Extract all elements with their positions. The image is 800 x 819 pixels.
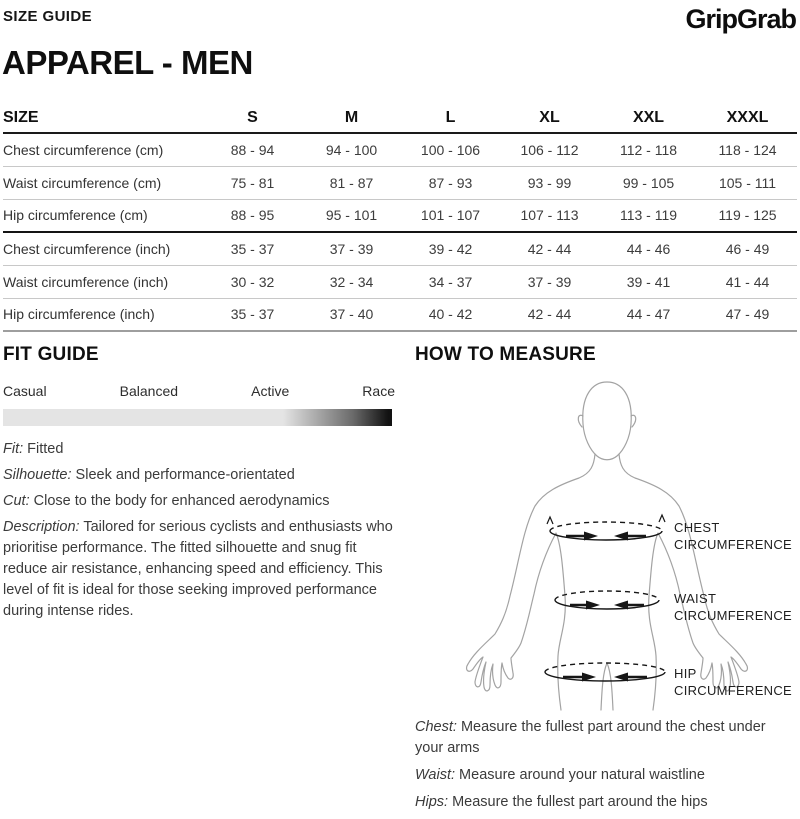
cut-value: Close to the body for enhanced aerodynamics xyxy=(29,493,330,509)
cell: 44 - 46 xyxy=(599,232,698,265)
chest-instruction-text: Measure the fullest part around the chest under your arms xyxy=(415,719,766,756)
cell: 34 - 37 xyxy=(401,265,500,298)
gripgrab-logo: GripGrab xyxy=(685,4,796,34)
row-label: Chest circumference (cm) xyxy=(3,133,203,166)
waist-instruction xyxy=(415,765,767,786)
how-to-measure-title: HOW TO MEASURE xyxy=(415,344,596,365)
cell: 35 - 37 xyxy=(203,298,302,331)
scale-label-active: Active xyxy=(251,383,290,399)
cut-term: Cut: xyxy=(3,493,30,509)
size-table xyxy=(3,103,797,332)
fit-line xyxy=(3,439,395,460)
cell: 75 - 81 xyxy=(203,166,302,199)
cell: 106 - 112 xyxy=(500,133,599,166)
col-l: L xyxy=(401,103,500,133)
waist-circumference-label: WAIST CIRCUMFERENCE xyxy=(674,591,793,623)
page-label: SIZE GUIDE xyxy=(3,8,93,25)
cell: 113 - 119 xyxy=(599,199,698,232)
fit-scale-labels xyxy=(3,383,395,399)
cell: 30 - 32 xyxy=(203,265,302,298)
table-row xyxy=(3,166,797,199)
page-title: APPAREL - MEN xyxy=(2,44,253,81)
cut-line xyxy=(3,491,395,512)
cell: 88 - 94 xyxy=(203,133,302,166)
cell: 37 - 39 xyxy=(500,265,599,298)
description-line xyxy=(3,517,395,622)
cell: 42 - 44 xyxy=(500,232,599,265)
cell: 100 - 106 xyxy=(401,133,500,166)
cell: 39 - 42 xyxy=(401,232,500,265)
cell: 118 - 124 xyxy=(698,133,797,166)
cell: 87 - 93 xyxy=(401,166,500,199)
cell: 41 - 44 xyxy=(698,265,797,298)
cell: 94 - 100 xyxy=(302,133,401,166)
fit-term: Fit: xyxy=(3,441,24,457)
cell: 46 - 49 xyxy=(698,232,797,265)
cell: 88 - 95 xyxy=(203,199,302,232)
cell: 119 - 125 xyxy=(698,199,797,232)
col-m: M xyxy=(302,103,401,133)
fit-attributes xyxy=(3,439,395,622)
waist-instruction-term: Waist: xyxy=(415,767,456,783)
cell: 101 - 107 xyxy=(401,199,500,232)
description-term: Description: xyxy=(3,519,80,535)
chest-instruction xyxy=(415,717,767,759)
hips-instruction-term: Hips: xyxy=(415,794,449,810)
table-row xyxy=(3,199,797,232)
table-row xyxy=(3,133,797,166)
cell: 47 - 49 xyxy=(698,298,797,331)
col-xl: XL xyxy=(500,103,599,133)
cell: 112 - 118 xyxy=(599,133,698,166)
col-xxxl: XXXL xyxy=(698,103,797,133)
fit-value: Fitted xyxy=(23,441,64,457)
cell: 42 - 44 xyxy=(500,298,599,331)
silhouette-line xyxy=(3,465,395,486)
table-row xyxy=(3,298,797,331)
cell: 39 - 41 xyxy=(599,265,698,298)
row-label: Chest circumference (inch) xyxy=(3,232,203,265)
cell: 37 - 40 xyxy=(302,298,401,331)
hip-circumference-label: HIP CIRCUMFERENCE xyxy=(674,666,793,698)
waist-measure-ring xyxy=(555,591,659,610)
measure-instructions xyxy=(415,717,767,819)
fit-guide-title: FIT GUIDE xyxy=(3,344,99,365)
row-label: Waist circumference (inch) xyxy=(3,265,203,298)
table-row xyxy=(3,232,797,265)
cell: 95 - 101 xyxy=(302,199,401,232)
cell: 35 - 37 xyxy=(203,232,302,265)
col-xxl: XXL xyxy=(599,103,698,133)
chest-instruction-term: Chest: xyxy=(415,719,457,735)
fit-guide-section xyxy=(3,344,395,627)
col-s: S xyxy=(203,103,302,133)
fit-gradient-bar xyxy=(3,409,392,426)
description-value: Tailored for serious cyclists and enthusiasts who prioritise performance. The fitted silhouette and snug fit reduce air resistance, enhancing speed and efficiency. This level of fit is ideal for those seeking improved performance during intense rides. xyxy=(3,519,393,619)
cell: 40 - 42 xyxy=(401,298,500,331)
table-row xyxy=(3,265,797,298)
silhouette-value: Sleek and performance-orientated xyxy=(71,467,295,483)
col-size: SIZE xyxy=(3,103,203,133)
row-label: Hip circumference (cm) xyxy=(3,199,203,232)
cell: 37 - 39 xyxy=(302,232,401,265)
row-label: Waist circumference (cm) xyxy=(3,166,203,199)
waist-instruction-text: Measure around your natural waistline xyxy=(455,767,705,783)
chest-measure-ring xyxy=(547,515,665,541)
chest-circumference-label: CHEST CIRCUMFERENCE xyxy=(674,520,793,552)
cell: 93 - 99 xyxy=(500,166,599,199)
table-header-row xyxy=(3,103,797,133)
scale-label-balanced: Balanced xyxy=(119,383,179,399)
cell: 105 - 111 xyxy=(698,166,797,199)
cell: 81 - 87 xyxy=(302,166,401,199)
cell: 99 - 105 xyxy=(599,166,698,199)
cell: 107 - 113 xyxy=(500,199,599,232)
row-label: Hip circumference (inch) xyxy=(3,298,203,331)
scale-label-race: Race xyxy=(362,383,395,399)
scale-label-casual: Casual xyxy=(3,383,47,399)
cell: 32 - 34 xyxy=(302,265,401,298)
hips-instruction xyxy=(415,792,767,813)
silhouette-term: Silhouette: xyxy=(3,467,72,483)
cell: 44 - 47 xyxy=(599,298,698,331)
hips-instruction-text: Measure the fullest part around the hips xyxy=(448,794,708,810)
